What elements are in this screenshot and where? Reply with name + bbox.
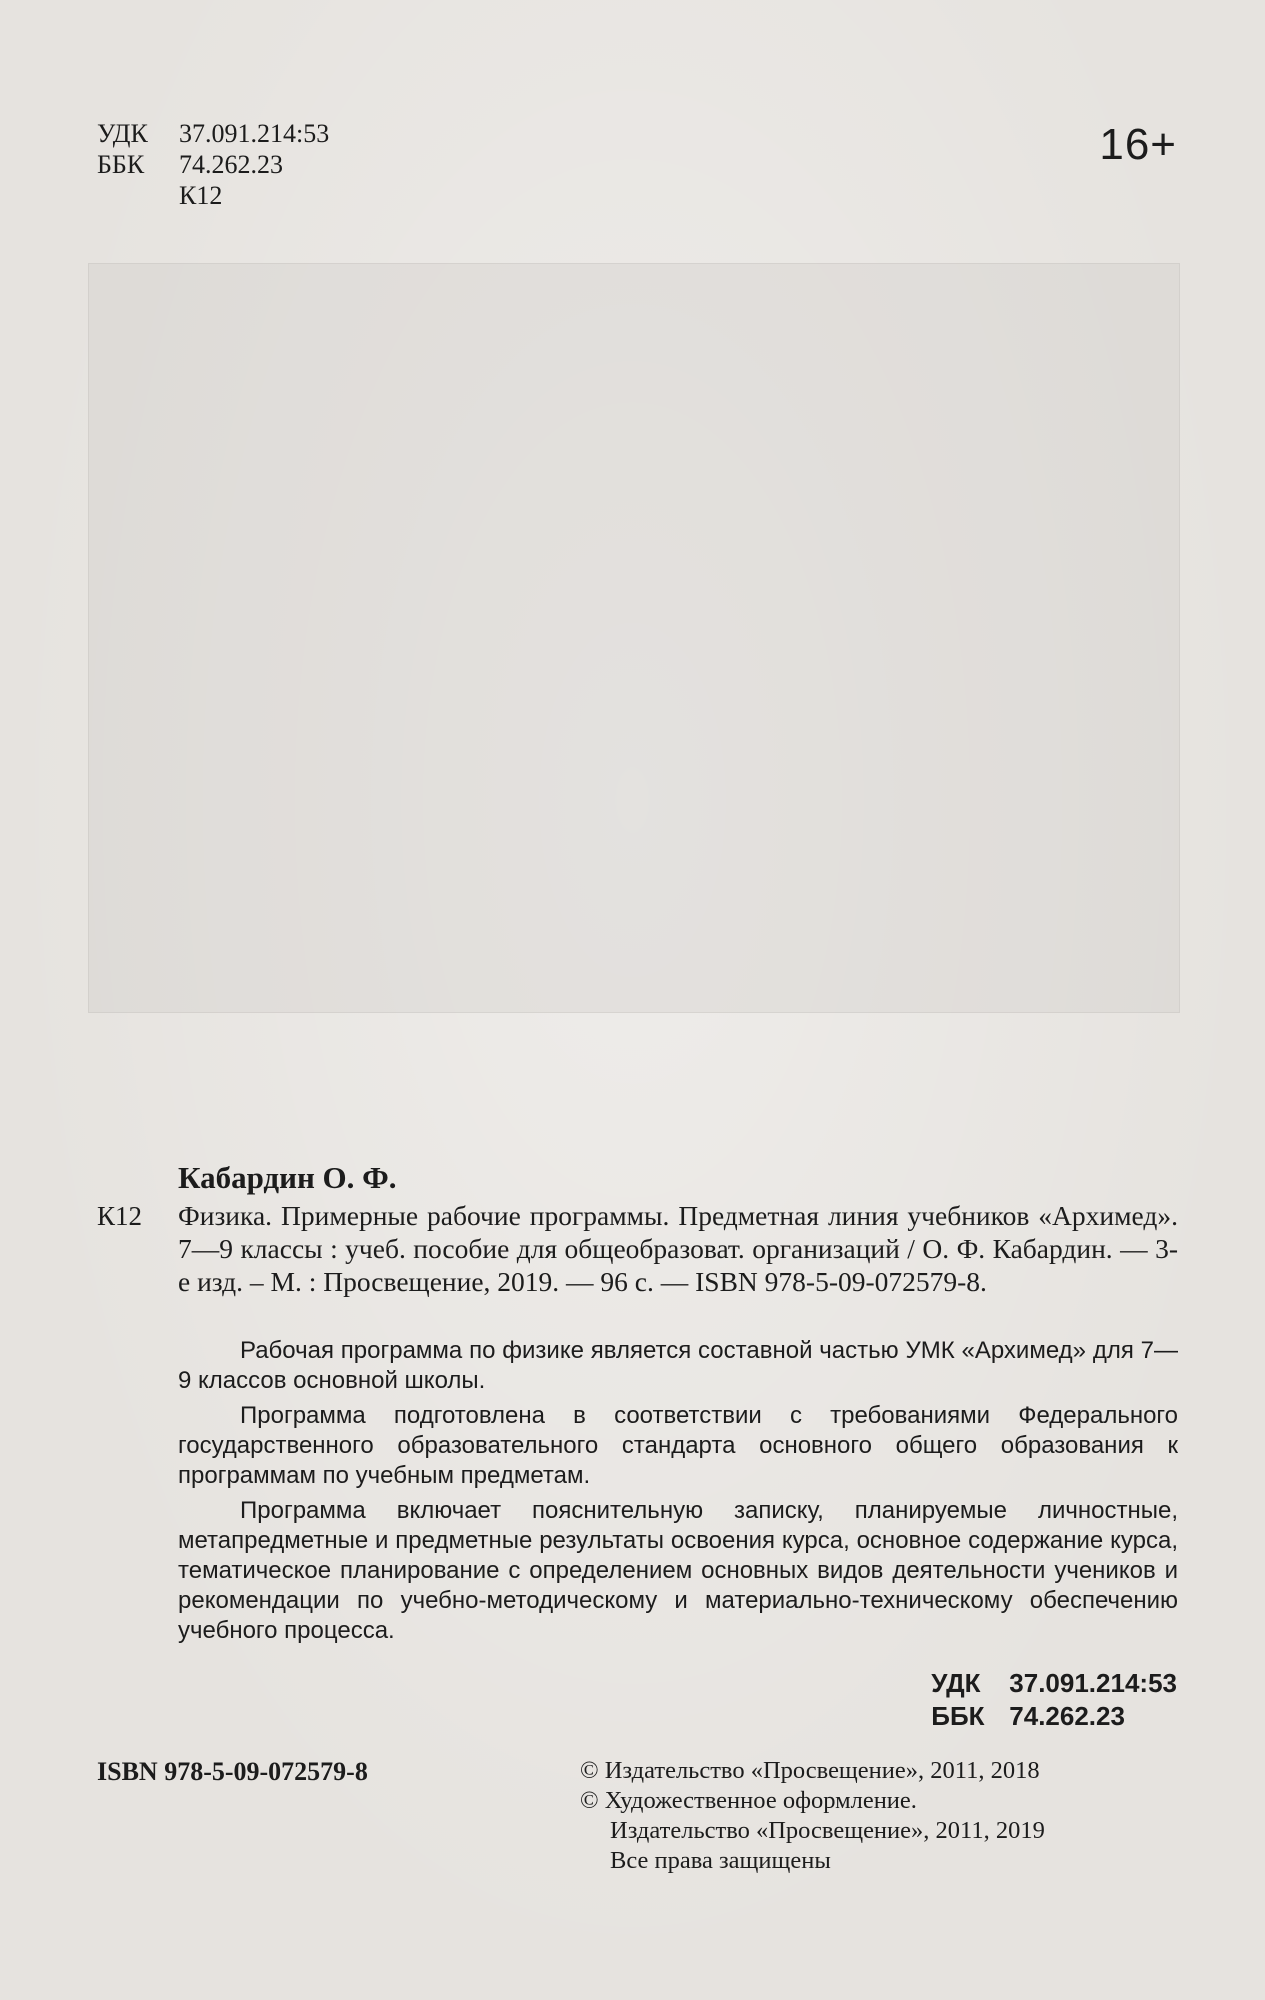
footer-udk-row [931,1667,1177,1700]
footer-udk-value: 37.091.214:53 [1009,1668,1177,1698]
udk-label: УДК [97,119,148,148]
udk-value: 37.091.214:53 [179,119,330,148]
annotation-paragraph-2: Программа подготовлена в соответствии с требованиями Федерального государственного образовательного стандарта основного общего образования к программам по учебным предметам. [178,1402,1178,1489]
copyright-line-1: © Издательство «Просвещение», 2011, 2018 [580,1757,1040,1784]
bbk-label: ББК [97,150,145,179]
footer-classification-codes [931,1667,1177,1733]
copyright-line-4: Все права защищены [610,1847,831,1874]
catalog-side-mark: К12 [97,1201,143,1231]
footer-bbk-label: ББК [931,1701,985,1731]
age-rating-badge: 16+ [1099,120,1177,169]
footer-udk-label: УДК [931,1668,981,1698]
author-mark: К12 [179,181,223,210]
classification-codes [97,118,329,211]
show-through-area [88,263,1180,1013]
copyright-line-3: Издательство «Просвещение», 2011, 2019 [610,1817,1045,1844]
annotation-paragraph-1: Рабочая программа по физике является составной частью УМК «Архимед» для 7—9 классов основной школы. [178,1337,1178,1394]
bbk-value: 74.262.23 [179,150,283,179]
footer-bbk-row [931,1700,1177,1733]
catalog-author: Кабардин О. Ф. [178,1160,397,1195]
isbn-number: ISBN 978-5-09-072579-8 [97,1757,368,1786]
udk-row [97,118,329,149]
footer-bbk-value: 74.262.23 [1009,1701,1125,1731]
copyright-line-2: © Художественное оформление. [580,1787,917,1814]
copyright-block [580,1756,1180,1876]
catalog-description: Физика. Примерные рабочие программы. Предметная линия учебников «Архимед». 7—9 классы : учеб. пособие для общеобразоват. организаций / О. Ф. Кабардин. — 3-е изд. – М. : Просвещение, 2019. — 96 с. — ISBN 978-5-09-072579-8. [178,1200,1178,1297]
annotation-paragraph-3: Программа включает пояснительную записку, планируемые личностные, метапредметные и предметные результаты освоения курса, основное содержание курса, тематическое планирование с определением основных видов деятельности учеников и рекомендации по учебно-методическому и материально-техническому обеспечению учебного процесса. [178,1497,1178,1644]
bbk-row [97,149,329,180]
